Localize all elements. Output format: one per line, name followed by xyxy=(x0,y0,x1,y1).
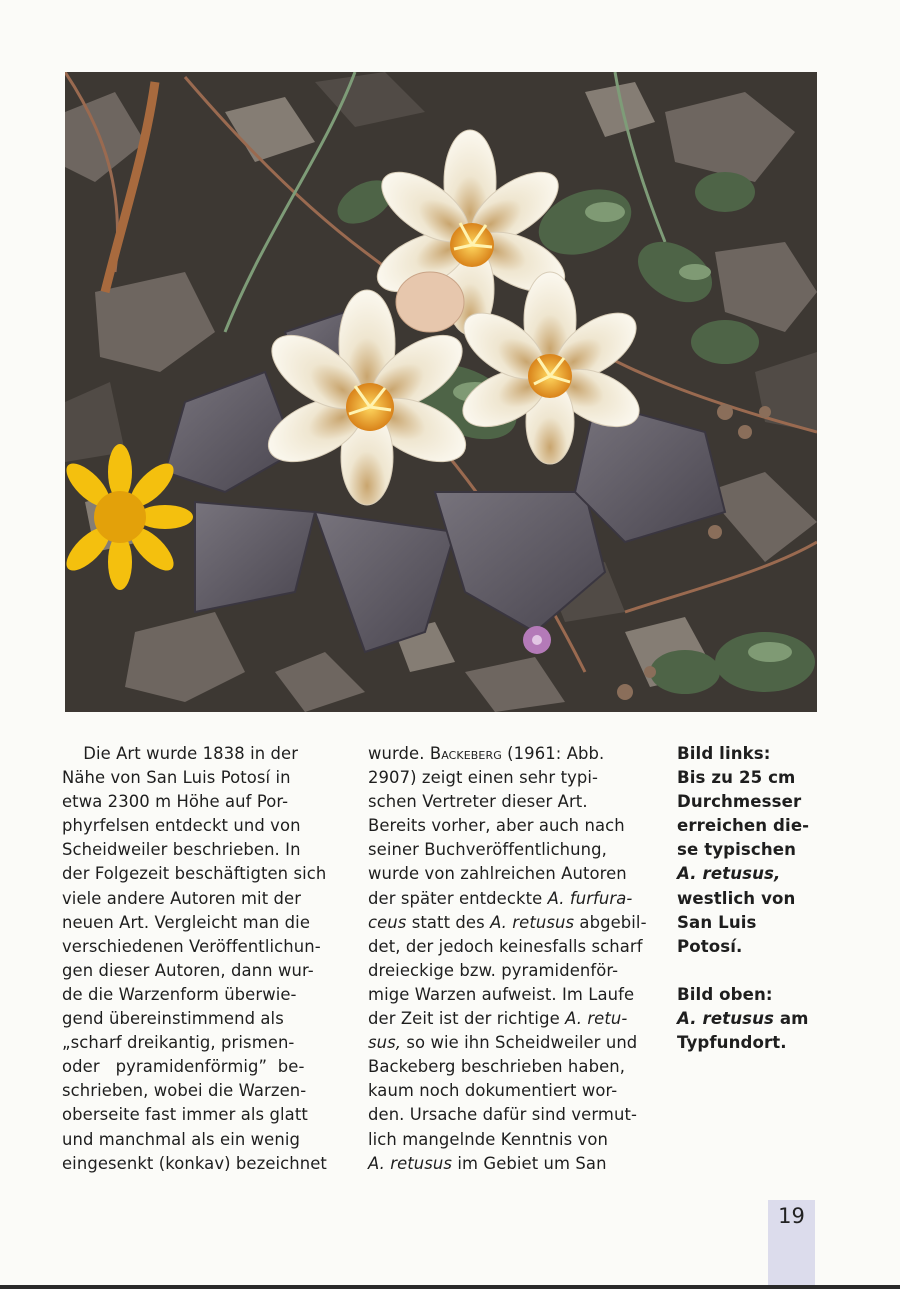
text-run: wurde. xyxy=(368,744,430,763)
text-run: (1961: Abb. xyxy=(501,744,605,763)
page-number: 19 xyxy=(778,1204,805,1228)
caption-heading: Bild oben: xyxy=(677,984,773,1004)
text-line: lich mangelnde Kenntnis von xyxy=(368,1129,608,1149)
text-line xyxy=(368,1152,658,1176)
text-run: abgebil- xyxy=(574,912,647,932)
text-run: im Gebiet um San xyxy=(452,1153,607,1173)
text-line: den. Ursache dafür sind vermut- xyxy=(368,1105,637,1125)
text-run: so wie ihn Scheidweiler und xyxy=(401,1033,638,1053)
text-line xyxy=(368,887,658,911)
text-line: kaum noch dokumentiert wor- xyxy=(368,1081,618,1101)
text-line: viele andere Autoren mit der xyxy=(62,888,302,908)
text-line xyxy=(368,742,658,766)
text-line: etwa 2300 m Höhe auf Por- xyxy=(62,792,289,812)
text-line: de die Warzenform überwie- xyxy=(62,984,297,1004)
page-bottom-edge xyxy=(0,1285,900,1289)
species-name: A. retusus, xyxy=(677,864,781,884)
text-line: mige Warzen aufweist. Im Laufe xyxy=(368,984,635,1004)
species-name: A. retusus xyxy=(368,1153,453,1173)
text-column-1 xyxy=(62,742,344,1176)
species-name: sus, xyxy=(368,1033,402,1053)
text-line: „scharf dreikantig, prismen- xyxy=(62,1033,295,1053)
species-name: A. retusus xyxy=(677,1008,774,1028)
text-line: schrieben, wobei die Warzen- xyxy=(62,1081,307,1101)
species-name: ceus xyxy=(368,912,407,932)
caption-line: Potosí. xyxy=(677,936,743,956)
text-line: schen Vertreter dieser Art. xyxy=(368,792,588,812)
text-line: Scheidweiler beschrieben. In xyxy=(62,840,301,860)
text-line: oder pyramidenförmig” be- xyxy=(62,1057,305,1077)
text-line: eingesenkt (konkav) bezeichnet xyxy=(62,1153,327,1173)
caption-column xyxy=(677,742,817,1079)
text-line: verschiedenen Veröffentlichun- xyxy=(62,936,321,956)
text-line: der Folgezeit beschäftigten sich xyxy=(62,864,327,884)
text-line xyxy=(368,1031,658,1055)
text-line: det, der jedoch keinesfalls scharf xyxy=(368,936,643,956)
caption-heading: Bild links: xyxy=(677,744,771,763)
caption-line: Typfundort. xyxy=(677,1033,787,1053)
text-column-2 xyxy=(368,742,658,1176)
caption-line: erreichen die- xyxy=(677,816,810,836)
text-line: wurde von zahlreichen Autoren xyxy=(368,864,627,884)
caption-line: Bis zu 25 cm xyxy=(677,768,796,788)
author-name: Backeberg xyxy=(429,744,502,763)
text-line: 2907) zeigt einen sehr typi- xyxy=(368,768,599,788)
species-name: A. retu- xyxy=(565,1009,628,1029)
caption-line: am xyxy=(773,1008,809,1028)
caption-line: se typischen xyxy=(677,840,797,860)
text-line: Bereits vorher, aber auch nach xyxy=(368,816,625,836)
text-line: Backeberg beschrieben haben, xyxy=(368,1057,626,1077)
text-line: neuen Art. Vergleicht man die xyxy=(62,912,310,932)
text-line: phyrfelsen entdeckt und von xyxy=(62,816,301,836)
text-line: oberseite fast immer als glatt xyxy=(62,1105,308,1125)
species-name: A. furfura- xyxy=(547,888,633,908)
text-line: und manchmal als ein wenig xyxy=(62,1129,300,1149)
caption-line: westlich von xyxy=(677,888,796,908)
text-line: seiner Buchveröffentlichung, xyxy=(368,840,607,860)
text-line xyxy=(368,1007,658,1031)
text-run: der Zeit ist der richtige xyxy=(368,1009,566,1029)
cactus-photo xyxy=(65,72,817,712)
text-line: gen dieser Autoren, dann wur- xyxy=(62,960,314,980)
caption-line: Durchmesser xyxy=(677,792,802,812)
text-line: gend übereinstimmend als xyxy=(62,1009,284,1029)
species-name: A. retusus xyxy=(490,912,575,932)
text-line: Die Art wurde 1838 in der xyxy=(62,744,299,763)
caption-top xyxy=(677,983,817,1055)
text-line xyxy=(368,911,658,935)
text-line: dreieckige bzw. pyramidenför- xyxy=(368,960,619,980)
text-line: Nähe von San Luis Potosí in xyxy=(62,768,291,788)
caption-line: San Luis xyxy=(677,912,757,932)
text-run: statt des xyxy=(406,912,491,932)
text-run: der später entdeckte xyxy=(368,888,548,908)
caption-left xyxy=(677,742,817,959)
